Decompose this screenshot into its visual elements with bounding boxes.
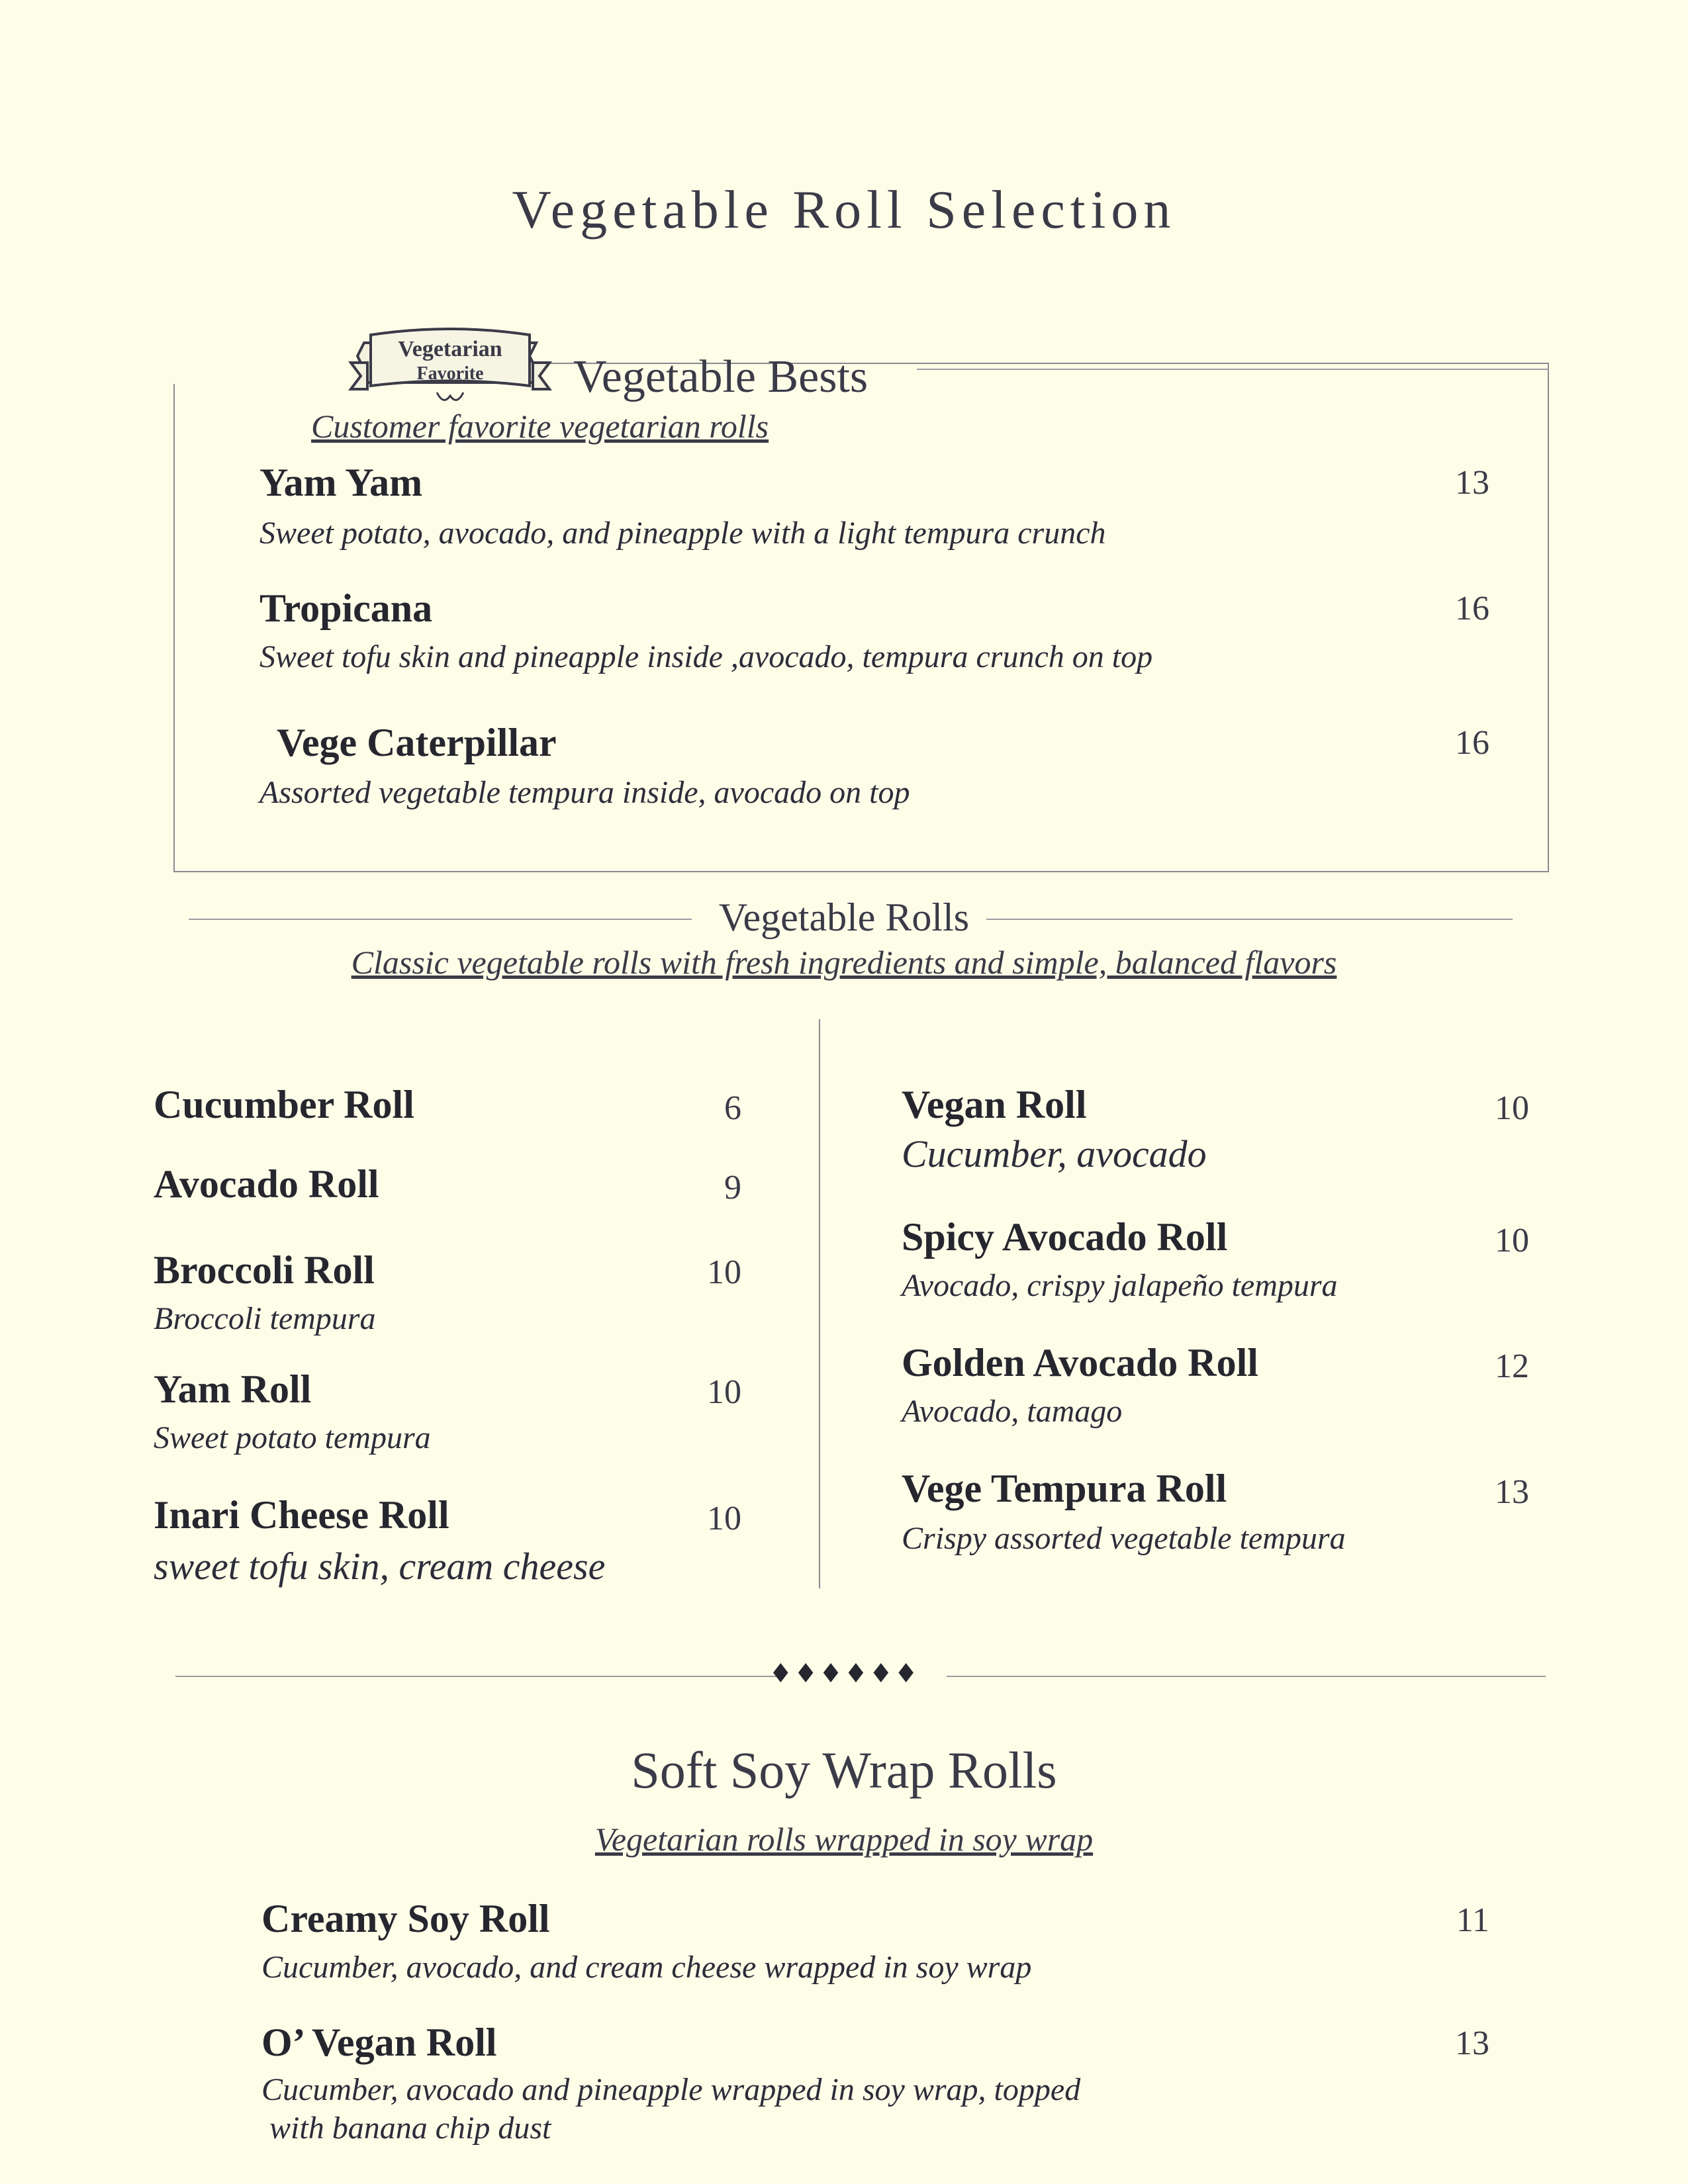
menu-item-description: sweet tofu skin, cream cheese [154,1545,606,1588]
menu-item-price: 12 [1495,1347,1529,1385]
menu-item-price: 10 [1495,1089,1529,1127]
menu-item-name: Vegan Roll [902,1083,1087,1126]
badge-line2: Favorite [416,363,484,384]
menu-item-name: Creamy Soy Roll [261,1897,550,1940]
menu-item-price: 13 [1455,464,1489,502]
menu-item-price: 13 [1455,2025,1489,2062]
menu-item-description: Broccoli tempura [154,1301,376,1336]
menu-item-name: Golden Avocado Roll [902,1341,1258,1385]
menu-item-price: 13 [1495,1473,1529,1511]
menu-item-description: with banana chip dust [261,2111,551,2146]
menu-item-name: Broccoli Roll [154,1248,375,1292]
vegetable-bests-subtitle: Customer favorite vegetarian rolls [311,408,769,445]
menu-item-description: Sweet potato, avocado, and pineapple with a light tempura crunch [259,516,1106,551]
menu-item-description: Cucumber, avocado, and cream cheese wrapped in soy wrap [261,1950,1032,1985]
menu-item-name: Inari Cheese Roll [154,1493,449,1537]
badge-line1: Vegetarian [398,337,502,361]
menu-item-price: 10 [707,1373,741,1411]
soy-wrap-title: Soft Soy Wrap Rolls [631,1741,1057,1799]
menu-item-price: 9 [724,1169,741,1206]
menu-item-name: Spicy Avocado Roll [902,1215,1228,1259]
soy-wrap-subtitle: Vegetarian rolls wrapped in soy wrap [594,1821,1094,1858]
column-divider [819,1019,820,1588]
menu-item-description: Assorted vegetable tempura inside, avocado on top [259,775,910,810]
page-title: Vegetable Roll Selection [512,179,1176,240]
diamond-ornament: ♦♦♦♦♦♦ [769,1659,919,1689]
menu-item-description: Avocado, crispy jalapeño tempura [902,1268,1338,1303]
vegetable-rolls-title: Vegetable Rolls [718,895,970,939]
vegetable-bests-title: Vegetable Bests [573,351,868,402]
vegetable-rolls-subtitle: Classic vegetable rolls with fresh ingredients and simple, balanced flavors [351,944,1337,981]
menu-item-name: Vege Tempura Roll [902,1467,1227,1510]
menu-item-name: Cucumber Roll [154,1083,414,1126]
menu-item-price: 16 [1455,590,1489,627]
menu-item-name: Yam Roll [154,1367,312,1411]
bests-title-rule [917,369,1549,370]
menu-item-description: Sweet potato tempura [154,1420,431,1455]
menu-item-name: O’ Vegan Roll [261,2021,497,2064]
menu-item-name: Yam Yam [259,461,423,504]
menu-item-description: Cucumber, avocado [902,1132,1207,1175]
leaf-icon [437,392,463,400]
menu-item-price: 10 [707,1500,741,1537]
vegetarian-favorite-badge [338,316,563,416]
menu-item-name: Tropicana [259,586,433,630]
menu-item-price: 11 [1456,1901,1489,1939]
menu-item-price: 10 [707,1253,741,1291]
menu-item-name: Avocado Roll [154,1162,379,1206]
menu-item-description: Avocado, tamago [902,1394,1123,1429]
menu-item-description: Sweet tofu skin and pineapple inside ,avocado, tempura crunch on top [259,639,1153,674]
menu-item-price: 16 [1455,724,1489,762]
menu-item-description: Crispy assorted vegetable tempura [902,1521,1346,1556]
menu-item-name: Vege Caterpillar [277,721,557,764]
menu-item-description: Cucumber, avocado and pineapple wrapped in soy wrap, topped [261,2072,1081,2107]
menu-item-price: 10 [1495,1222,1529,1259]
menu-item-price: 6 [724,1089,741,1127]
